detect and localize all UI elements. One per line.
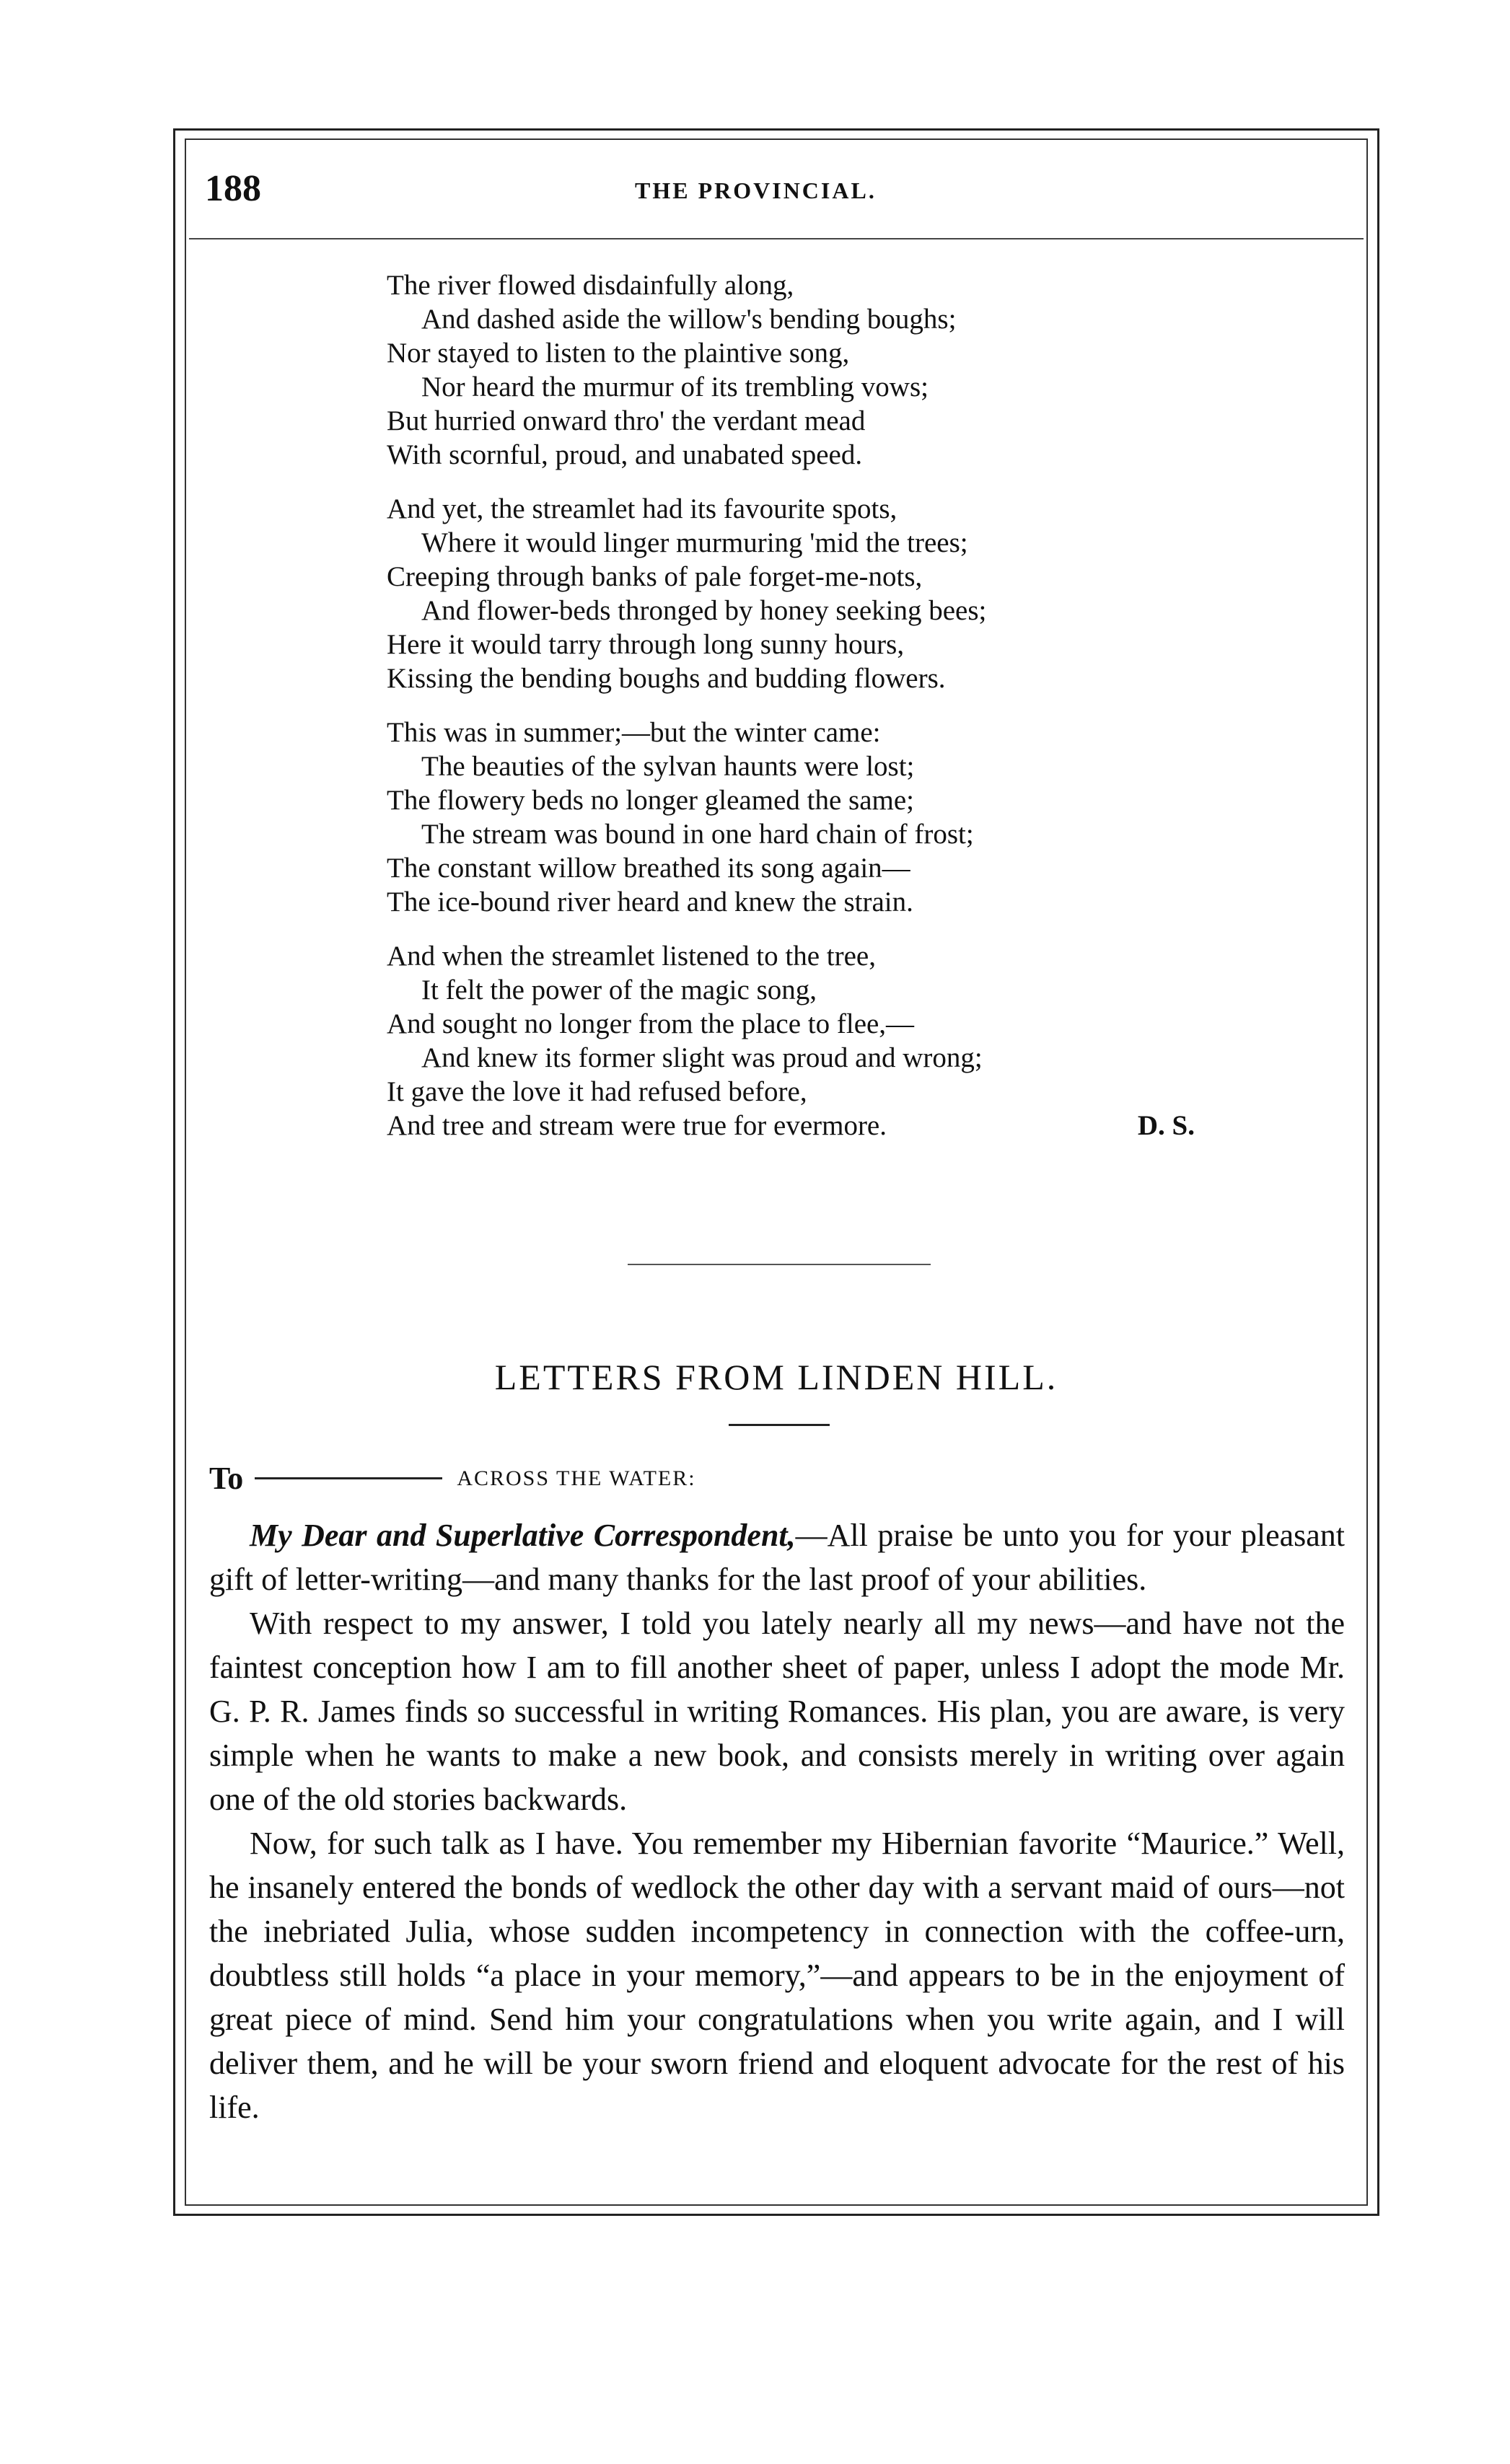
poem-line: The ice-bound river heard and knew the strain. [387,886,913,918]
salutation: My Dear and Superlative Correspondent, [250,1518,796,1553]
poem-stanza [387,492,1252,695]
address-recipient: ACROSS THE WATER: [457,1466,696,1490]
poem-line: Nor stayed to listen to the plaintive song, [387,338,850,369]
poem-line: And sought no longer from the place to flee,— [387,1008,915,1039]
running-title: THE PROVINCIAL. [635,177,877,203]
paragraph [209,1513,1345,1601]
poem-line: Here it would tarry through long sunny hours, [387,629,905,660]
poem-signature: D. S. [1137,1110,1195,1141]
paragraph-text: —All praise be unto you for your pleasant gift of letter-writing—and many thanks for the last proof of your abilities. [209,1518,1346,1597]
poem-line: This was in summer;—but the winter came: [387,717,881,748]
poem-line: But hurried onward thro' the verdant mead [387,405,866,436]
poem-line: The flowery beds no longer gleamed the same; [387,785,915,816]
poem-line: With scornful, proud, and unabated speed. [387,439,863,470]
poem-line: And tree and stream were true for evermore. [387,1110,887,1141]
address-line [209,1460,696,1497]
poem-line: Creeping through banks of pale forget-me-nots, [387,561,923,592]
paragraph: With respect to my answer, I told you lately nearly all my news—and have not the faintest conception how I am to fill another sheet of paper, unless I adopt the mode Mr. G. P. R. James finds so successful in writing Romances. His plan, you are aware, is very simple when he wants to make a new book, and consists merely in writing over again one of the old stories backwards. [209,1606,1345,1817]
title-rule [729,1424,830,1426]
poem-line: It gave the love it had refused before, [387,1076,807,1107]
article-title: LETTERS FROM LINDEN HILL. [494,1357,1058,1397]
paragraph: Now, for such talk as I have. You remember my Hibernian favorite “Maurice.” Well, he insanely entered the bonds of wedlock the other day with a servant maid of ours—not the inebriated Julia, whose sudden incompetency in connection with the coffee-urn, doubtless still holds “a place in your memory,”—and appears to be in the enjoyment of great piece of mind. Send him your congratulations when you write again, and I will deliver them, and he will be your sworn friend and eloquent advocate for the rest of his life. [209,1826,1345,2125]
poem-line: Kissing the bending boughs and budding flowers. [387,663,946,694]
poem-line: The beauties of the sylvan haunts were lost; [421,751,915,782]
poem-final-line [387,1109,1195,1143]
poem-stanza [387,716,1252,919]
poem-line: And when the streamlet listened to the tree, [387,941,876,972]
poem-line: And knew its former slight was proud and wrong; [421,1042,983,1073]
section-divider [628,1264,931,1265]
header-rule [189,238,1364,239]
poem-line: And flower-beds thronged by honey seeking bees; [421,595,987,626]
poem-line: It felt the power of the magic song, [421,974,817,1006]
poem-line: Where it would linger murmuring 'mid the trees; [421,527,968,558]
poem-stanza [387,939,1252,1143]
poem [387,268,1252,1163]
poem-line: And yet, the streamlet had its favourite spots, [387,493,897,524]
address-to: To [209,1461,244,1496]
poem-line: The river flowed disdainfully along, [387,270,794,301]
letter-body [209,1513,1345,2129]
address-dash [255,1477,442,1479]
page-number: 188 [205,168,261,209]
poem-line: The constant willow breathed its song again— [387,853,910,884]
poem-line: And dashed aside the willow's bending boughs; [421,304,957,335]
poem-line: Nor heard the murmur of its trembling vows; [421,371,929,402]
poem-line: The stream was bound in one hard chain of frost; [421,819,974,850]
poem-stanza [387,268,1252,472]
